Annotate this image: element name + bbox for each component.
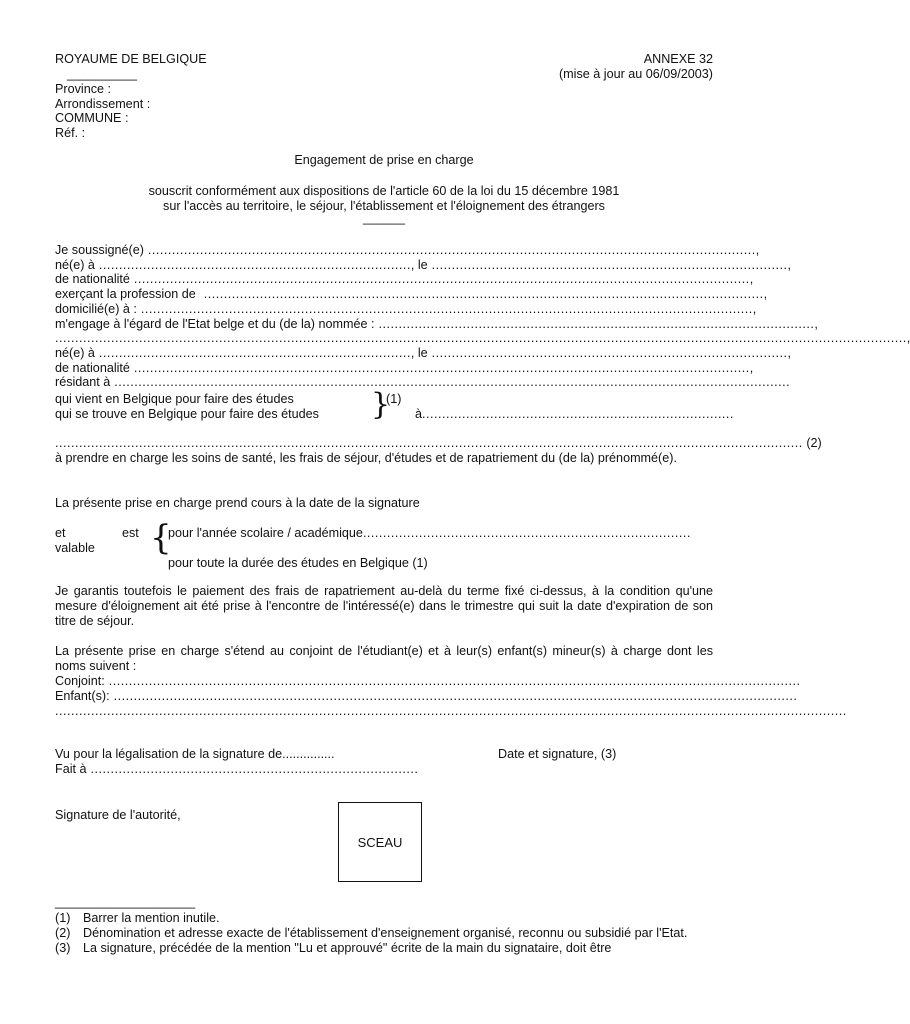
document-header <box>55 52 713 141</box>
field-children-more[interactable]: ...................................................................................................................................................................................................... <box>55 704 847 718</box>
field-birth[interactable]: né(e) à .............................................................................. , le ......................................................................................... , <box>55 257 792 272</box>
title-sub-2: sur l'accès au territoire, le séjour, l'établissement et l'éloignement des étrangers <box>163 199 605 213</box>
field-place[interactable]: Fait à .................................................................................. <box>55 762 419 776</box>
field-address[interactable]: ........................................................................................................................................................................................... (2) <box>55 436 822 450</box>
field-nationality[interactable]: de nationalité .......................................................................................................................................................... , <box>55 272 754 287</box>
charge-text: à prendre en charge les soins de santé, les frais de séjour, d'études et de rapatriement du (de la) prénommé(e). <box>55 451 677 465</box>
validity-valable: valable <box>55 541 95 555</box>
field-name-line[interactable]: ..................................................................................................................................................................................................................... , <box>55 331 910 346</box>
validity-est: est <box>122 526 139 540</box>
field-establishment[interactable]: à .............................................................................. <box>415 407 734 421</box>
footnote-1: (1) Barrer la mention inutile. <box>55 911 220 925</box>
title-main: Engagement de prise en charge <box>294 153 474 167</box>
extension-text: La présente prise en charge s'étend au conjoint de l'étudiant(e) et à leur(s) enfant(s) mineur(s) à charge dont les noms suivent : <box>55 644 713 673</box>
annex-number: ANNEXE 32 <box>643 52 713 66</box>
title-sub-1: souscrit conformément aux dispositions de l'article 60 de la loi du 15 décembre 1981 <box>148 184 620 198</box>
field-spouse[interactable]: Conjoint: ............................................................................................................................................................................. <box>55 674 801 688</box>
authority-signature-label: Signature de l'autorité, <box>55 808 181 822</box>
field-birth-2[interactable]: né(e) à .............................................................................. , le ......................................................................................... , <box>55 345 792 360</box>
field-children[interactable]: Enfant(s): ........................................................................................................................................................................... <box>55 689 798 703</box>
legalisation-label: Vu pour la légalisation de la signature de............... <box>55 747 335 761</box>
footnote-3: (3) La signature, précédée de la mention "Lu et approuvé" écrite de la main du signataire, doit être <box>55 941 612 955</box>
seal-box <box>338 802 422 882</box>
province-label: Province : <box>55 82 111 96</box>
form-section <box>55 243 910 390</box>
footnote-rule: ____________________ <box>55 895 196 909</box>
field-engage[interactable]: m'engage à l'égard de l'Etat belge et du (de la) nommée : ............................................................................................................. , <box>55 316 818 331</box>
country-name: ROYAUME DE BELGIQUE <box>55 52 207 66</box>
update-date: (mise à jour au 06/09/2003) <box>558 67 713 81</box>
validity-et: et <box>55 526 66 540</box>
footnote-2: (2) Dénomination et adresse exacte de l'établissement d'enseignement organisé, reconnu ou subsidié par l'Etat. <box>55 926 688 940</box>
option-1: qui vient en Belgique pour faire des études <box>55 392 294 406</box>
title-rule: ______ <box>362 211 406 225</box>
field-soussigne[interactable]: Je soussigné(e) ........................................................................................................................................................ , <box>55 243 760 257</box>
field-profession[interactable]: exerçant la profession de ............................................................................................................................................ , <box>55 287 768 302</box>
commune-label: COMMUNE : <box>55 111 129 126</box>
brace-icon: { <box>150 518 172 558</box>
option-2: qui se trouve en Belgique pour faire des études <box>55 407 319 421</box>
field-nationality-2[interactable]: de nationalité .......................................................................................................................................................... , <box>55 360 754 375</box>
option-note: (1) <box>386 392 402 406</box>
validity-start: La présente prise en charge prend cours à la date de la signature <box>55 496 420 510</box>
study-options <box>55 387 734 436</box>
header-separator: __________ <box>67 67 138 81</box>
footnotes <box>55 911 713 956</box>
brace-icon: } <box>371 387 391 422</box>
field-domicile[interactable]: domicilié(e) à : ......................................................................................................................................................... , <box>55 301 757 316</box>
seal-label: SCEAU <box>357 834 403 850</box>
date-signature-label: Date et signature, (3) <box>498 747 617 761</box>
field-resident[interactable]: résidant à ......................................................................................................................................................................... <box>55 375 791 390</box>
document-title <box>55 153 713 225</box>
ref-label: Réf. : <box>55 126 86 141</box>
guarantee-text: Je garantis toutefois le paiement des frais de rapatriement au-delà du terme fixé ci-dessus, à la condition qu'une mesure d'éloignement ait été prise à l'encontre de l'intéressé(e) dans le trimestre qui suit la date d'expiration de son titre de séjour. <box>55 584 713 628</box>
option-full-duration[interactable]: pour toute la durée des études en Belgique (1) <box>168 556 428 570</box>
arrondissement-label: Arrondissement : <box>55 96 151 111</box>
option-school-year[interactable]: pour l'année scolaire / académique .................................................................................. <box>168 526 691 540</box>
